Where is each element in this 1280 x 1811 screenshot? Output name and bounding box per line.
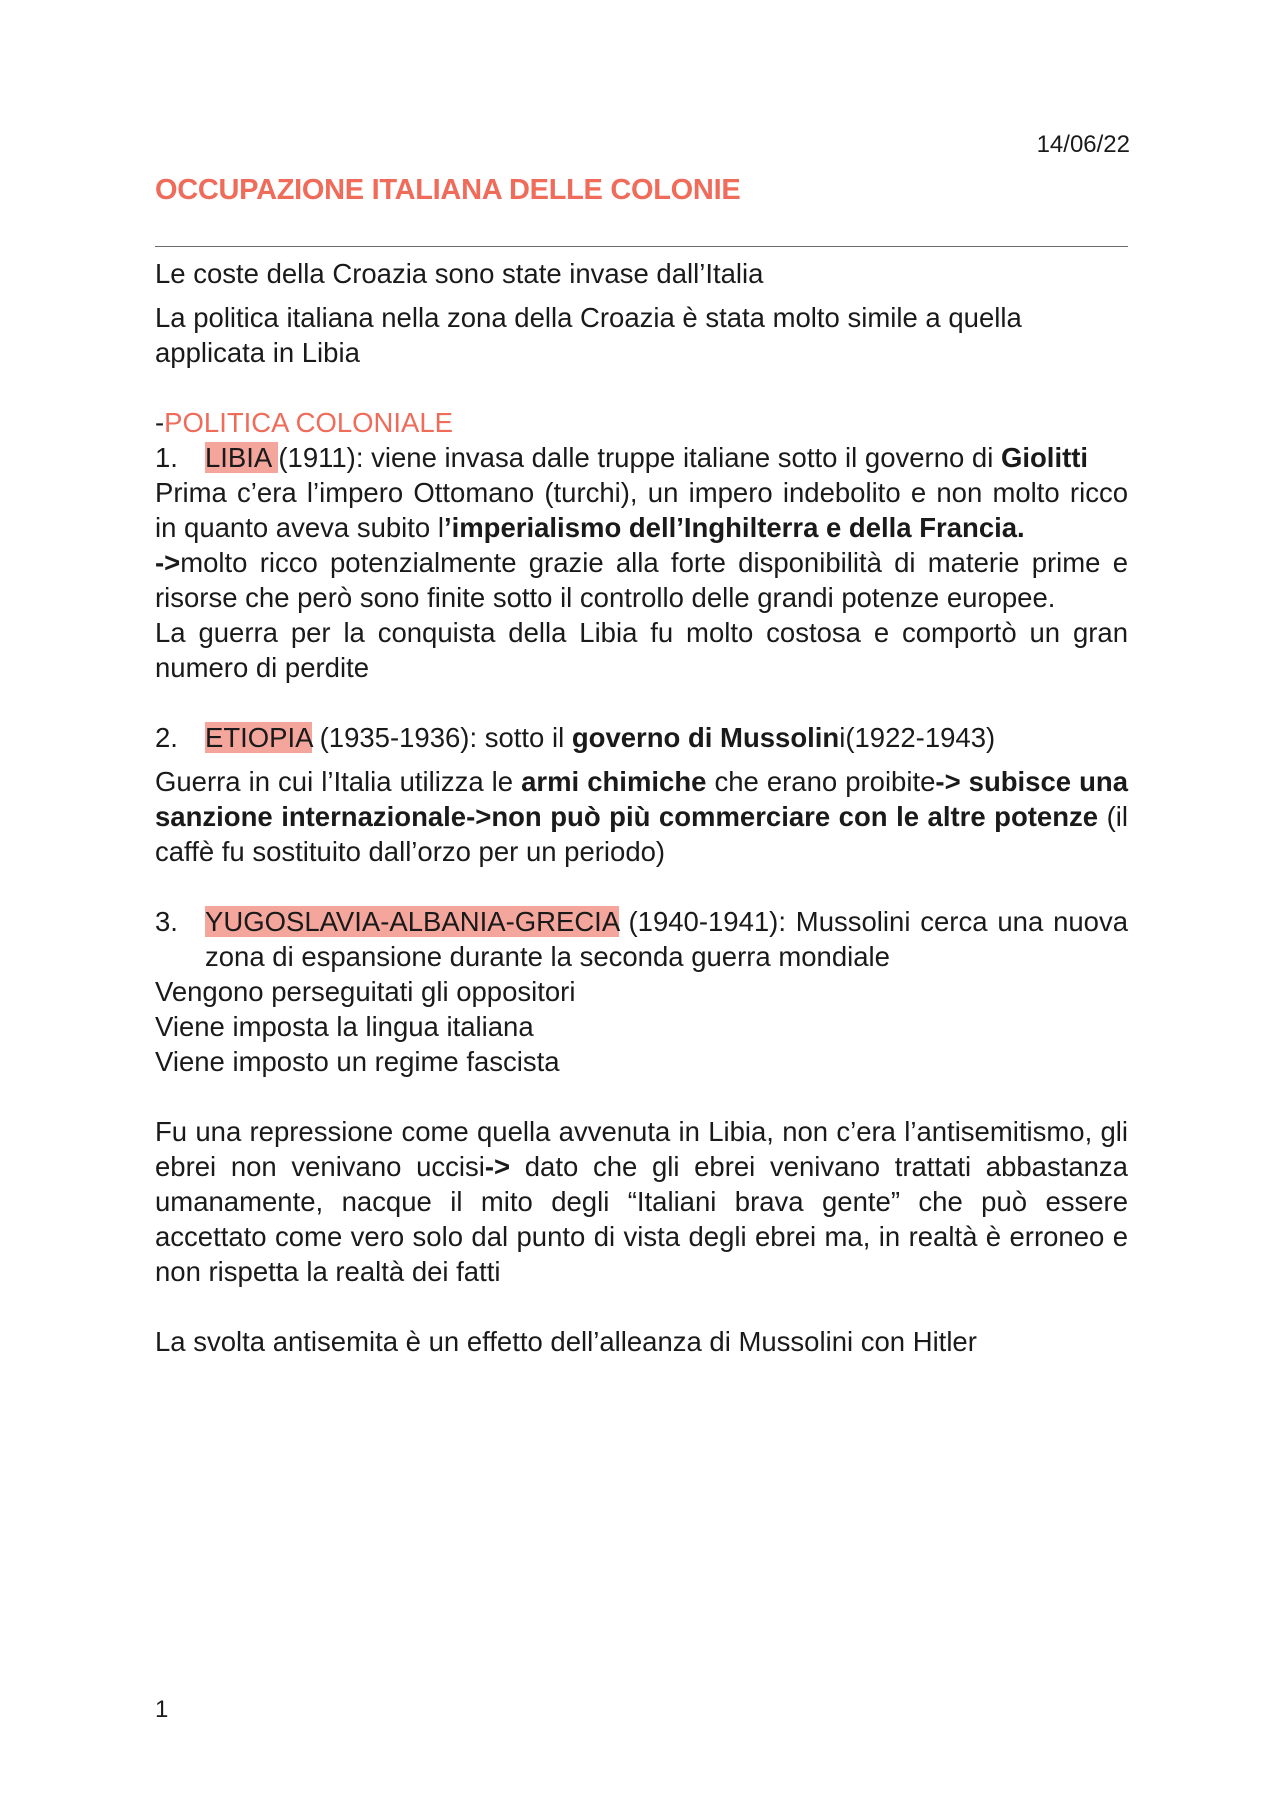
section-heading-text: POLITICA COLONIALE: [164, 407, 454, 438]
libia-p2-text: molto ricco potenzialmente grazie alla forte disponibilità di materie prime e risorse che però sono finite sotto il controllo delle grandi potenze europee.: [155, 547, 1128, 613]
item1-rest: (1911): viene invasa dalle truppe italiane sotto il governo di: [278, 442, 1001, 473]
list-item-etiopia: [155, 720, 1128, 755]
list-item-balcani: [155, 904, 1128, 974]
country-highlight-libia: LIBIA: [205, 442, 279, 473]
etiopia-text-c: (il caffè fu sostituito dall’orzo per un periodo): [155, 801, 1128, 867]
list-item-libia: [155, 440, 1128, 475]
libia-p1-text: Prima c’era l’impero Ottomano (turchi), un impero indebolito e non molto ricco in quanto aveva subito l: [155, 477, 1128, 543]
balcani-line-3: Viene imposto un regime fascista: [155, 1046, 560, 1077]
libia-p1-bold: ’imperialismo dell’Inghilterra e della Francia.: [443, 512, 1025, 543]
section-heading-dash: -: [155, 407, 165, 438]
arrow-symbol: ->: [484, 1151, 511, 1182]
etiopia-bold-1: armi chimiche: [521, 766, 707, 797]
closing-text-a: Fu una repressione come quella avvenuta in Libia, non c’era l’antisemitismo, gli ebrei non venivano uccisi: [155, 1116, 1128, 1182]
intro-line-1: Le coste della Croazia sono state invase dall’Italia: [155, 258, 764, 289]
item2-rest-b: i(1922-1943): [839, 722, 996, 753]
libia-paragraph-3: La guerra per la conquista della Libia fu molto costosa e comportò un gran numero di perdite: [155, 617, 1128, 683]
country-highlight-balcani: YUGOSLAVIA-ALBANIA-GRECIA: [205, 906, 619, 937]
libia-paragraph-1: [155, 475, 1128, 545]
balcani-line-1: Vengono perseguitati gli oppositori: [155, 976, 576, 1007]
libia-paragraph-2: [155, 545, 1128, 615]
page-number: 1: [155, 1696, 169, 1723]
item3-rest: (1940-1941): Mussolini cerca una nuova zona di espansione durante la seconda guerra mondiale: [205, 906, 1128, 972]
title-divider: [155, 246, 1128, 247]
etiopia-text-a: Guerra in cui l’Italia utilizza le: [155, 766, 522, 797]
list-number: 3.: [155, 906, 178, 937]
balcani-line-2: Viene imposta la lingua italiana: [155, 1011, 534, 1042]
arrow-symbol: ->: [155, 547, 181, 578]
etiopia-bold-2: -> subisce una sanzione internazionale->non può più commerciare con le altre potenze: [155, 766, 1128, 832]
item2-rest-a: (1935-1936): sotto il: [311, 722, 572, 753]
document-date: 14/06/22: [1036, 131, 1130, 158]
etiopia-paragraph: [155, 764, 1128, 869]
closing-text-b: dato che gli ebrei venivano trattati abbastanza umanamente, nacque il mito degli “Italiani brava gente” che può essere accettato come vero solo dal punto di vista degli ebrei ma, in realtà è erroneo e non rispetta la realtà dei fatti: [155, 1151, 1128, 1287]
country-highlight-etiopia: ETIOPIA: [205, 722, 312, 753]
section-heading: [155, 405, 1128, 440]
etiopia-text-b: che erano proibite: [706, 766, 936, 797]
document-body: [155, 256, 1128, 1359]
document-title: OCCUPAZIONE ITALIANA DELLE COLONIE: [155, 174, 741, 206]
list-number: 2.: [155, 722, 178, 753]
list-number: 1.: [155, 442, 178, 473]
item2-bold: governo di Mussolin: [571, 722, 840, 753]
closing-paragraph-2: La svolta antisemita è un effetto dell’alleanza di Mussolini con Hitler: [155, 1326, 977, 1357]
item1-bold: Giolitti: [1000, 442, 1089, 473]
closing-paragraph-1: [155, 1114, 1128, 1289]
intro-line-2: La politica italiana nella zona della Croazia è stata molto simile a quella applicata in Libia: [155, 302, 1022, 368]
